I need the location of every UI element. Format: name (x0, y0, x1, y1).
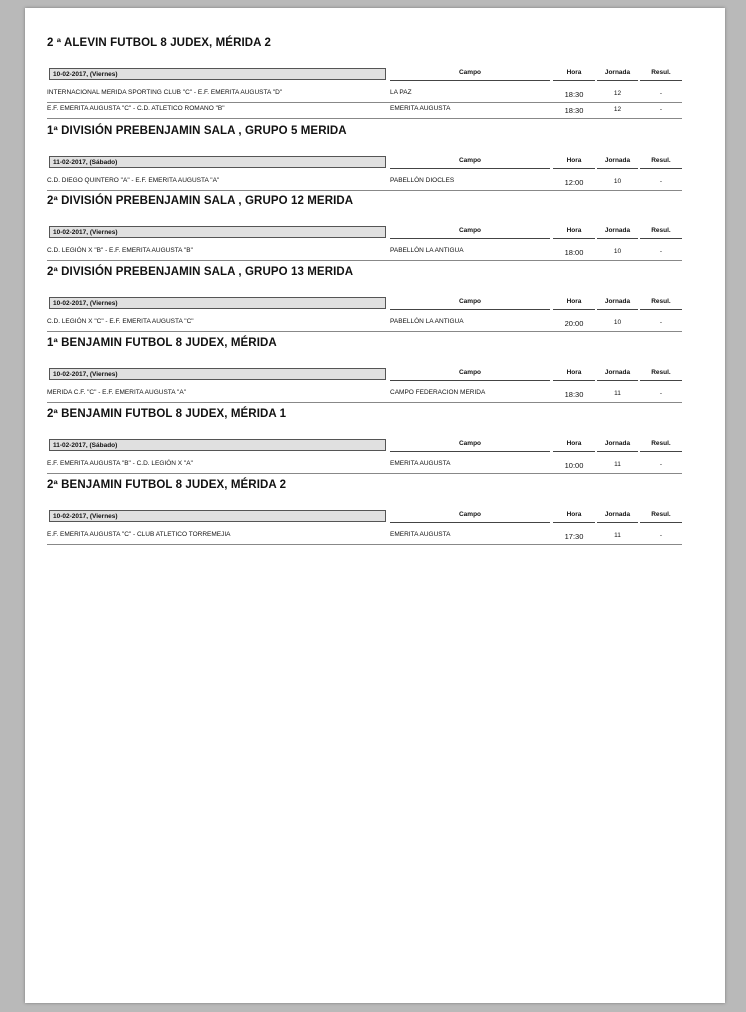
match-time: 18:00 (564, 248, 584, 257)
match-row (47, 88, 682, 103)
match-time: 18:30 (564, 106, 584, 115)
match-row (47, 388, 682, 403)
schedule-header (25, 439, 725, 453)
match-result: - (659, 319, 663, 326)
schedule-header (25, 156, 725, 170)
match-time: 10:00 (564, 461, 584, 470)
column-header-campo: Campo (390, 439, 550, 452)
match-row (47, 104, 682, 119)
match-row (47, 246, 682, 261)
match-result: - (659, 178, 663, 185)
schedule-header (25, 510, 725, 524)
schedule-header (25, 226, 725, 240)
match-result: - (659, 390, 663, 397)
competition-title: 1ª DIVISIÓN PREBENJAMIN SALA , GRUPO 5 MERIDA (47, 125, 347, 137)
column-header-jornada: Jornada (597, 156, 638, 169)
column-header-campo: Campo (390, 68, 550, 81)
match-round: 11 (614, 532, 621, 539)
match-venue: PABELLÓN LA ANTIGUA (390, 318, 464, 325)
match-venue: EMERITA AUGUSTA (390, 460, 451, 467)
match-row (47, 459, 682, 474)
match-venue: PABELLÓN DIOCLES (390, 177, 455, 184)
match-row (47, 317, 682, 332)
schedule-header (25, 368, 725, 382)
competition-title: 2ª BENJAMIN FUTBOL 8 JUDEX, MÉRIDA 2 (47, 479, 287, 491)
match-row (47, 176, 682, 191)
column-header-resul: Resul. (640, 439, 682, 452)
match-teams: C.D. LEGIÓN X "B" - E.F. EMERITA AUGUSTA "B" (47, 247, 193, 254)
column-header-resul: Resul. (640, 156, 682, 169)
column-header-campo: Campo (390, 297, 550, 310)
match-date: 10-02-2017, (Viernes) (49, 368, 386, 380)
column-header-resul: Resul. (640, 297, 682, 310)
match-time: 18:30 (564, 90, 584, 99)
match-venue: EMERITA AUGUSTA (390, 531, 451, 538)
column-header-hora: Hora (553, 226, 595, 239)
match-round: 11 (614, 390, 621, 397)
competition-title: 1ª BENJAMIN FUTBOL 8 JUDEX, MÉRIDA (47, 337, 277, 349)
column-header-campo: Campo (390, 226, 550, 239)
match-round: 12 (613, 106, 622, 113)
match-teams: C.D. LEGIÓN X "C" - E.F. EMERITA AUGUSTA "C" (47, 318, 194, 325)
match-result: - (659, 461, 663, 468)
match-result: - (659, 106, 663, 113)
schedule-header (25, 297, 725, 311)
match-round: 10 (613, 248, 622, 255)
competition-title: 2ª DIVISIÓN PREBENJAMIN SALA , GRUPO 12 MERIDA (47, 195, 354, 207)
match-date: 10-02-2017, (Viernes) (49, 68, 386, 80)
column-header-jornada: Jornada (597, 226, 638, 239)
column-header-hora: Hora (553, 68, 595, 81)
match-teams: E.F. EMERITA AUGUSTA "C" - C.D. ATLETICO ROMANO "B" (47, 105, 225, 112)
column-header-campo: Campo (390, 510, 550, 523)
match-teams: MERIDA C.F. "C" - E.F. EMERITA AUGUSTA "A" (47, 389, 187, 396)
match-result: - (659, 248, 663, 255)
column-header-jornada: Jornada (597, 439, 638, 452)
match-date: 11-02-2017, (Sábado) (49, 156, 386, 168)
match-date: 10-02-2017, (Viernes) (49, 510, 386, 522)
column-header-jornada: Jornada (597, 368, 638, 381)
column-header-hora: Hora (553, 368, 595, 381)
competition-title: 2 ª ALEVIN FUTBOL 8 JUDEX, MÉRIDA 2 (47, 37, 271, 49)
column-header-jornada: Jornada (597, 297, 638, 310)
column-header-hora: Hora (553, 439, 595, 452)
match-round: 12 (613, 90, 622, 97)
match-round: 11 (614, 461, 621, 468)
competition-title: 2ª BENJAMIN FUTBOL 8 JUDEX, MÉRIDA 1 (47, 408, 287, 420)
column-header-hora: Hora (553, 156, 595, 169)
match-round: 10 (613, 319, 622, 326)
column-header-hora: Hora (553, 297, 595, 310)
column-header-resul: Resul. (640, 368, 682, 381)
column-header-campo: Campo (390, 156, 550, 169)
column-header-resul: Resul. (640, 510, 682, 523)
match-venue: EMERITA AUGUSTA (390, 105, 451, 112)
match-teams: INTERNACIONAL MERIDA SPORTING CLUB "C" - E.F. EMERITA AUGUSTA "D" (47, 89, 283, 96)
match-venue: CAMPO FEDERACION MERIDA (390, 389, 486, 396)
match-teams: E.F. EMERITA AUGUSTA "C" - CLUB ATLETICO TORREMEJIA (47, 531, 231, 538)
match-time: 18:30 (564, 390, 584, 399)
column-header-hora: Hora (553, 510, 595, 523)
match-venue: LA PAZ (390, 89, 412, 96)
match-date: 10-02-2017, (Viernes) (49, 297, 386, 309)
column-header-campo: Campo (390, 368, 550, 381)
match-teams: E.F. EMERITA AUGUSTA "B" - C.D. LEGIÓN X "A" (47, 460, 193, 467)
column-header-jornada: Jornada (597, 68, 638, 81)
schedule-header (25, 68, 725, 82)
match-time: 20:00 (564, 319, 584, 328)
column-header-resul: Resul. (640, 68, 682, 81)
column-header-jornada: Jornada (597, 510, 638, 523)
match-time: 17:30 (564, 532, 584, 541)
match-venue: PABELLÓN LA ANTIGUA (390, 247, 464, 254)
competition-title: 2ª DIVISIÓN PREBENJAMIN SALA , GRUPO 13 MERIDA (47, 266, 354, 278)
match-date: 10-02-2017, (Viernes) (49, 226, 386, 238)
document-page (25, 8, 725, 1003)
match-round: 10 (613, 178, 622, 185)
column-header-resul: Resul. (640, 226, 682, 239)
match-row (47, 530, 682, 545)
match-teams: C.D. DIEGO QUINTERO "A" - E.F. EMERITA AUGUSTA "A" (47, 177, 220, 184)
match-result: - (659, 532, 663, 539)
match-time: 12:00 (564, 178, 584, 187)
match-result: - (659, 90, 663, 97)
match-date: 11-02-2017, (Sábado) (49, 439, 386, 451)
